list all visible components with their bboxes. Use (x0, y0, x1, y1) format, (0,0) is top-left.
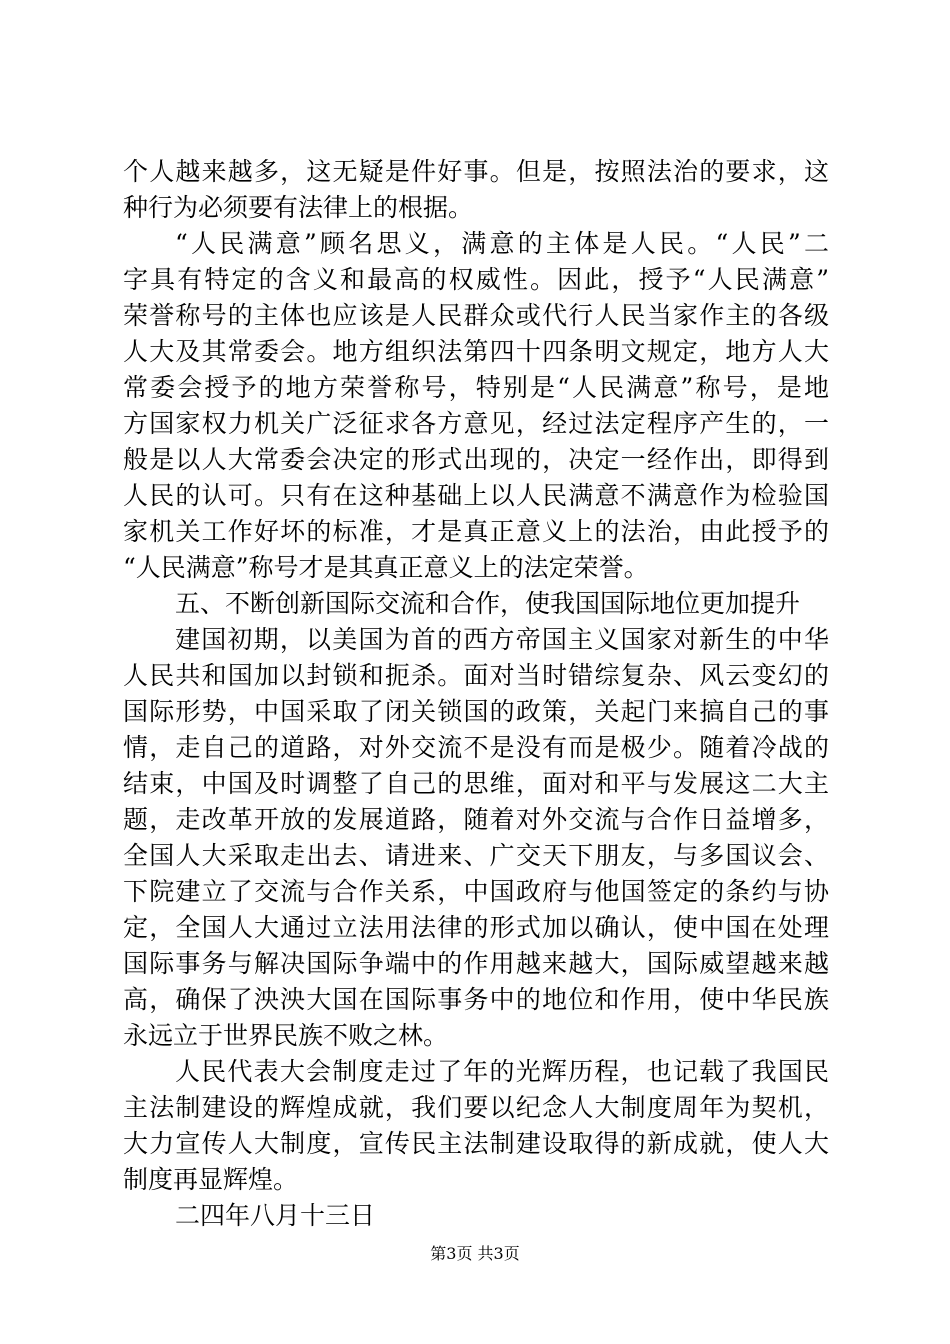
text-line: 人民的认可。只有在这种基础上以人民满意不满意作为检验国 (123, 481, 829, 510)
text-line: 人大及其常委会。地方组织法第四十四条明文规定，地方人大 (123, 337, 829, 366)
text-line: 人民代表大会制度走过了年的光辉历程，也记载了我国民 (175, 1057, 829, 1086)
text-line: 大力宣传人大制度，宣传民主法制建设取得的新成就，使人大 (123, 1129, 829, 1158)
paragraph-people-satisfied (123, 226, 835, 586)
text-line: 结束，中国及时调整了自己的思维，面对和平与发展这二大主 (123, 769, 829, 798)
paragraph-continuation (123, 154, 835, 226)
text-line: 全国人大采取走出去、请进来、广交天下朋友，与多国议会、 (123, 841, 829, 870)
text-line: 家机关工作好坏的标准，才是真正意义上的法治，由此授予的 (123, 517, 829, 546)
text-line: 方国家权力机关广泛征求各方意见，经过法定程序产生的，一 (123, 409, 829, 438)
text-line: 荣誉称号的主体也应该是人民群众或代行人民当家作主的各级 (123, 301, 829, 330)
page-footer: 第3页 共3页 (430, 1244, 520, 1263)
date-text: 二四年八月十三日 (175, 1201, 376, 1230)
text-line: 国际形势，中国采取了闭关锁国的政策，关起门来搞自己的事 (123, 697, 829, 726)
text-line: 题，走改革开放的发展道路，随着对外交流与合作日益增多， (123, 805, 829, 834)
text-line: 字具有特定的含义和最高的权威性。因此，授予“人民满意” (123, 265, 829, 294)
heading-line: 五、不断创新国际交流和合作，使我国国际地位更加提升 (175, 589, 801, 618)
text-line: 常委会授予的地方荣誉称号，特别是“人民满意”称号，是地 (123, 373, 829, 402)
text-line: 定，全国人大通过立法用法律的形式加以确认，使中国在处理 (123, 913, 829, 942)
text-line: 人民共和国加以封锁和扼杀。面对当时错综复杂、风云变幻的 (123, 661, 829, 690)
text-line: 建国初期，以美国为首的西方帝国主义国家对新生的中华 (175, 625, 829, 654)
text-line: 永远立于世界民族不败之林。 (123, 1021, 449, 1050)
text-line: 般是以人大常委会决定的形式出现的，决定一经作出，即得到 (123, 445, 829, 474)
text-line: 高，确保了泱泱大国在国际事务中的地位和作用，使中华民族 (123, 985, 829, 1014)
text-line: “人民满意”顾名思义，满意的主体是人民。“人民”二 (175, 229, 829, 258)
text-line: 情，走自己的道路，对外交流不是没有而是极少。随着冷战的 (123, 733, 829, 762)
paragraph-international-exchange (123, 622, 835, 1054)
text-line: 种行为必须要有法律上的根据。 (123, 193, 474, 222)
text-line: 国际事务与解决国际争端中的作用越来越大，国际威望越来越 (123, 949, 829, 978)
text-line: 下院建立了交流与合作关系，中国政府与他国签定的条约与协 (123, 877, 829, 906)
text-line: 制度再显辉煌。 (123, 1165, 299, 1194)
paragraph-conclusion (123, 1054, 835, 1198)
section-heading (123, 586, 835, 622)
date-line (123, 1198, 835, 1234)
text-line: “人民满意”称号才是其真正意义上的法定荣誉。 (123, 553, 649, 582)
text-line: 个人越来越多，这无疑是件好事。但是，按照法治的要求，这 (123, 157, 829, 186)
document-body (123, 154, 835, 1234)
text-line: 主法制建设的辉煌成就，我们要以纪念人大制度周年为契机， (123, 1093, 829, 1122)
